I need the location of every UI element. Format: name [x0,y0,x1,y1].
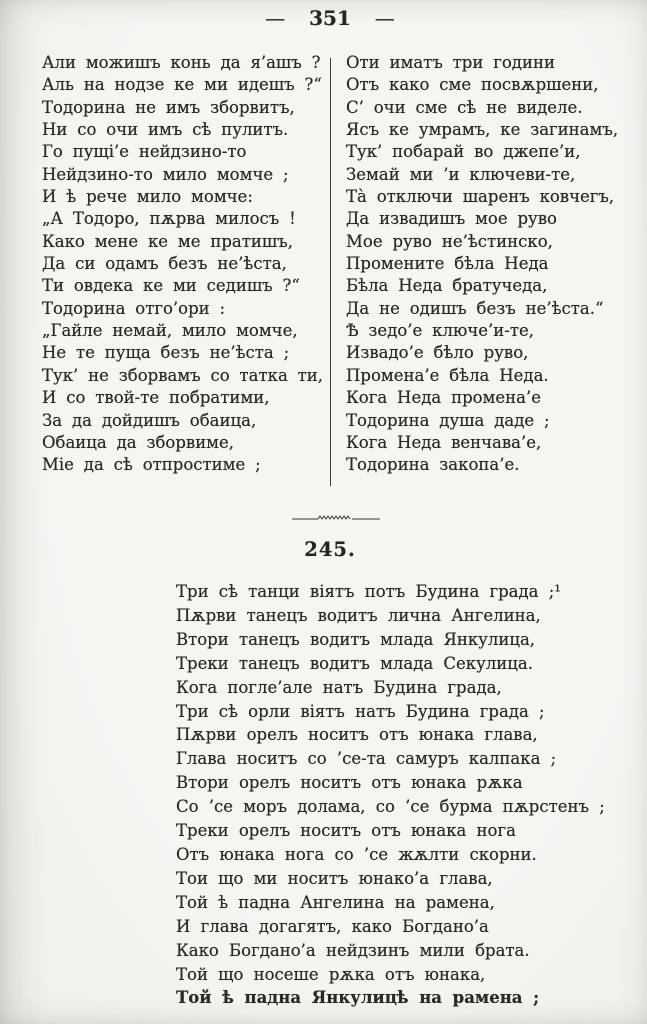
song-245-verse [176,580,605,1010]
verse-line: Извадо’е бѣло руво, [346,343,529,363]
verse-line: Обаица да зборвиме, [42,432,235,452]
verse-line: Ясъ ке умрамъ, ке загинамъ, [346,120,619,140]
verse-line: Промените бѣла Неда [346,254,549,274]
verse-line: Да не одишъ безъ не’ѣста.“ [346,298,604,318]
verse-line: И глава догагятъ, како Богдано’а [176,916,489,936]
verse-line: Не те пуща безъ не’ѣста ; [42,343,290,363]
verse-line: Втори танецъ водитъ млада Янкулица, [176,629,536,649]
verse-line: Ѣ зедо’е ключе’и-те, [346,321,534,341]
verse-line: За да дойдишъ обаица, [42,410,257,430]
header-dash-left: — [265,6,286,30]
verse-line: Тодорина душа даде ; [346,410,550,430]
verse-line: Го пущі’е нейдзино-то [42,142,247,162]
page-number: 351 [309,6,351,30]
verse-line: Аль на нодзе ке ми идешъ ?“ [42,75,322,95]
verse-line: Три сѣ танци віятъ потъ Будина града ;¹ [176,582,561,601]
verse-line: Нейдзино-то мило момче ; [42,164,289,184]
verse-line: И ѣ рече мило момче: [42,187,253,207]
verse-line: Глава носитъ со ’се-та самуръ калпака ; [176,749,557,769]
verse-line: Со ’се моръ долама, со ’се бурма пѫрстенъ ; [176,797,605,817]
verse-line: Тодорина не имъ зборвитъ, [42,97,295,117]
verse-line: Треки орелъ носитъ отъ юнака нога [176,821,516,841]
verse-line: Земай ми ’и ключеви-те, [346,164,576,184]
verse-line: „А Тодоро, пѫрва милосъ ! [42,209,296,229]
verse-line: Да си одамъ безъ не’ѣста, [42,254,287,274]
verse-line: Кога погле’але натъ Будина града, [176,677,502,697]
column-divider-rule [330,58,331,486]
verse-line: Той ѣ падна Янкулицѣ на рамена ; [176,988,540,1008]
verse-line: Тодорина закопа’е. [346,455,520,475]
verse-line: Міе да сѣ отпростиме ; [42,455,261,475]
verse-line: Ти овдека ке ми седишъ ?“ [42,276,300,296]
page-header [0,6,647,30]
poem-right-column [346,52,618,477]
verse-line: Отъ юнака нога со ’се жѫлти скорни. [176,844,537,864]
verse-line: Како мене ке ме пратишъ, [42,231,293,251]
header-dash-right: — [374,6,395,30]
verse-line: Пѫрви орелъ носитъ отъ юнака глава, [176,725,538,745]
verse-line: Ни со очи имъ сѣ пулитъ. [42,120,289,140]
verse-line: Како Богдано’а нейдзинъ мили брата. [176,940,530,960]
verse-line: Оти иматъ три години [346,53,555,72]
verse-line: „Гайле немай, мило момче, [42,321,298,341]
verse-line: Тодорина отго’ори : [42,298,226,318]
verse-line: Тук’ не зборвамъ со татка ти, [42,365,324,385]
verse-line: Да извадишъ мое руво [346,209,557,229]
verse-line: Промена’е бѣла Неда. [346,365,549,385]
section-divider-ornament [288,510,384,524]
verse-line: Али можишъ конь да я’ашъ ? [42,53,321,72]
verse-line: Тои що ми носитъ юнако’а глава, [176,868,493,888]
verse-line: Отъ како сме посвѫршени, [346,75,599,95]
verse-line: Кога Неда венчава’е, [346,432,542,452]
verse-line: Треки танецъ водитъ млада Секулица. [176,653,533,673]
verse-line: Мое руво не’ѣстинско, [346,231,553,251]
verse-line: Тук’ побарай во джепе’и, [346,142,581,162]
verse-line: С’ очи сме сѣ не виделе. [346,97,583,117]
verse-line: Втори орелъ носитъ отъ юнака рѫка [176,773,523,793]
verse-line: Три сѣ орли віятъ натъ Будина града ; [176,701,545,721]
verse-line: Пѫрви танецъ водитъ лична Ангелина, [176,605,541,625]
squiggle-rule-icon [288,511,384,525]
verse-line: Кога Неда промена’е [346,388,542,408]
verse-line: И со твой-те побратими, [42,388,270,408]
verse-line: Бѣла Неда братучеда, [346,276,548,296]
poem-left-column [42,52,323,477]
song-number-heading: 245. [304,538,356,561]
verse-line: Той що носеше рѫка отъ юнака, [176,964,486,984]
verse-line: Той ѣ падна Ангелина на рамена, [176,892,495,912]
verse-line: Та̀ отключи шаренъ ковчегъ, [346,187,615,207]
